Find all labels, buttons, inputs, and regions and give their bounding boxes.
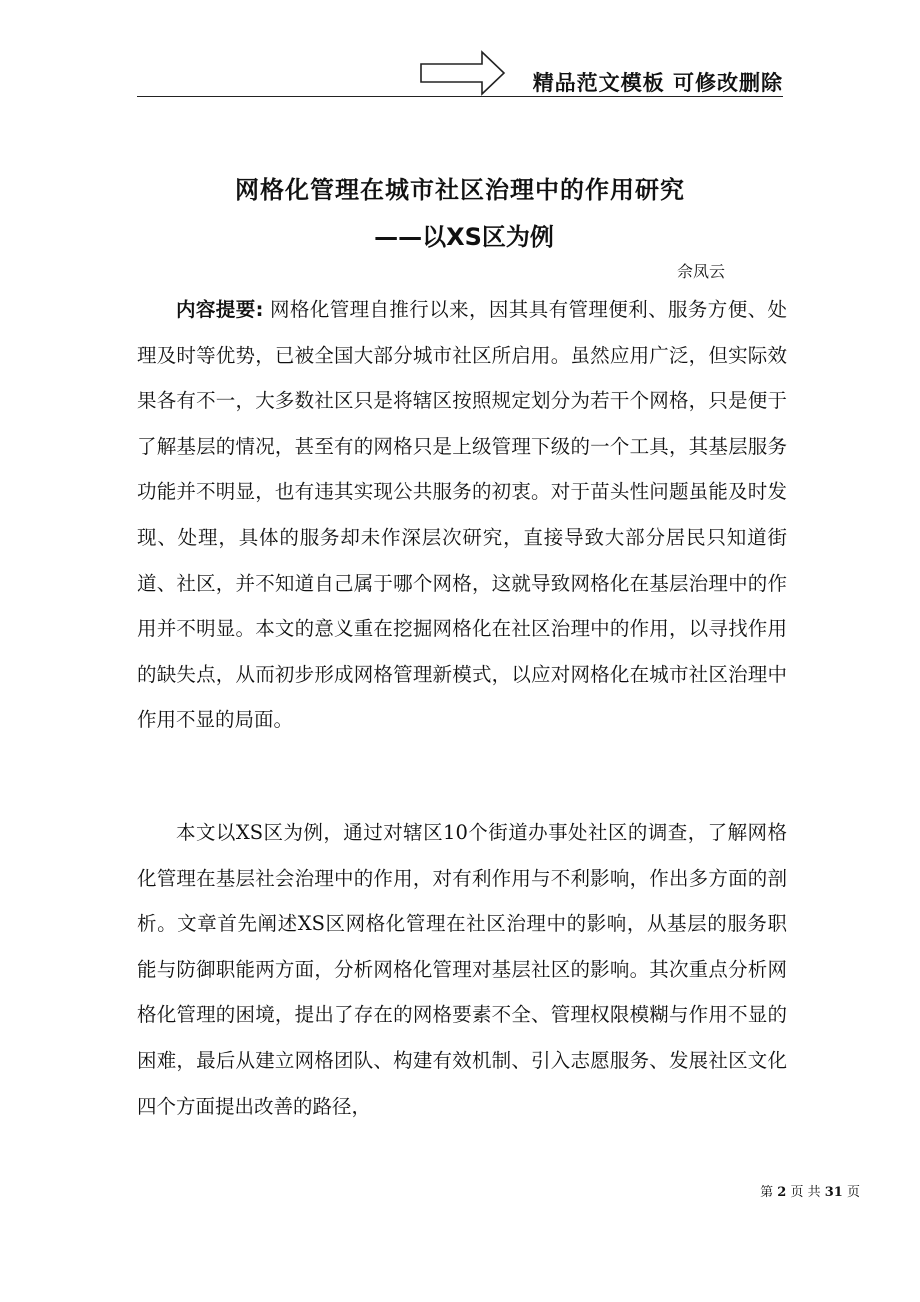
abstract-text-2: 本文以XS区为例，通过对辖区10个街道办事处社区的调查，了解网格化管理在基层社会治理中的作用，对有利作用与不利影响，作出多方面的剖析。文章首先阐述XS区网格化管理在社区治理中的影响，从基层的服务职能与防御职能两方面，分析网格化管理对基层社区的影响。其次重点分析网格化管理的困境，提出了存在的网格要素不全、管理权限模糊与作用不显的困难，最后从建立网格团队、构建有效机制、引入志愿服务、发展社区文化四个方面提出改善的路径，: [137, 821, 787, 1118]
right-arrow-icon: [420, 50, 506, 96]
page-header: [137, 50, 783, 98]
header-divider: [137, 96, 783, 97]
abstract-label: 内容提要:: [176, 298, 264, 321]
paper-title: 网格化管理在城市社区治理中的作用研究: [235, 176, 685, 204]
abstract-paragraph-1: [137, 287, 787, 743]
page-suffix: 页: [846, 1185, 860, 1200]
abstract-text-1: 网格化管理自推行以来，因其具有管理便利、服务方便、处理及时等优势，已被全国大部分城市社区所启用。虽然应用广泛，但实际效果各有不一，大多数社区只是将辖区按照规定划分为若干个网格，只是便于了解基层的情况，甚至有的网格只是上级管理下级的一个工具，其基层服务功能并不明显，也有违其实现公共服务的初衷。对于苗头性问题虽能及时发现、处理，具体的服务却未作深层次研究，直接导致大部分居民只知道街道、社区，并不知道自己属于哪个网格，这就导致网格化在基层治理中的作用并不明显。本文的意义重在挖掘网格化在社区治理中的作用，以寻找作用的缺失点，从而初步形成网格管理新模式，以应对网格化在城市社区治理中作用不显的局面。: [137, 298, 787, 732]
page-prefix: 第: [760, 1185, 774, 1200]
paper-subtitle: ——以XS区为例: [374, 223, 554, 251]
total-pages: 31: [824, 1185, 843, 1200]
page-middle: 页 共: [790, 1185, 821, 1200]
abstract-paragraph-2: [137, 810, 787, 1129]
page-number: [760, 1181, 860, 1200]
author-name: 佘凤云: [677, 262, 726, 281]
current-page: 2: [777, 1185, 787, 1200]
header-label: 精品范文模板 可修改删除: [532, 71, 783, 95]
